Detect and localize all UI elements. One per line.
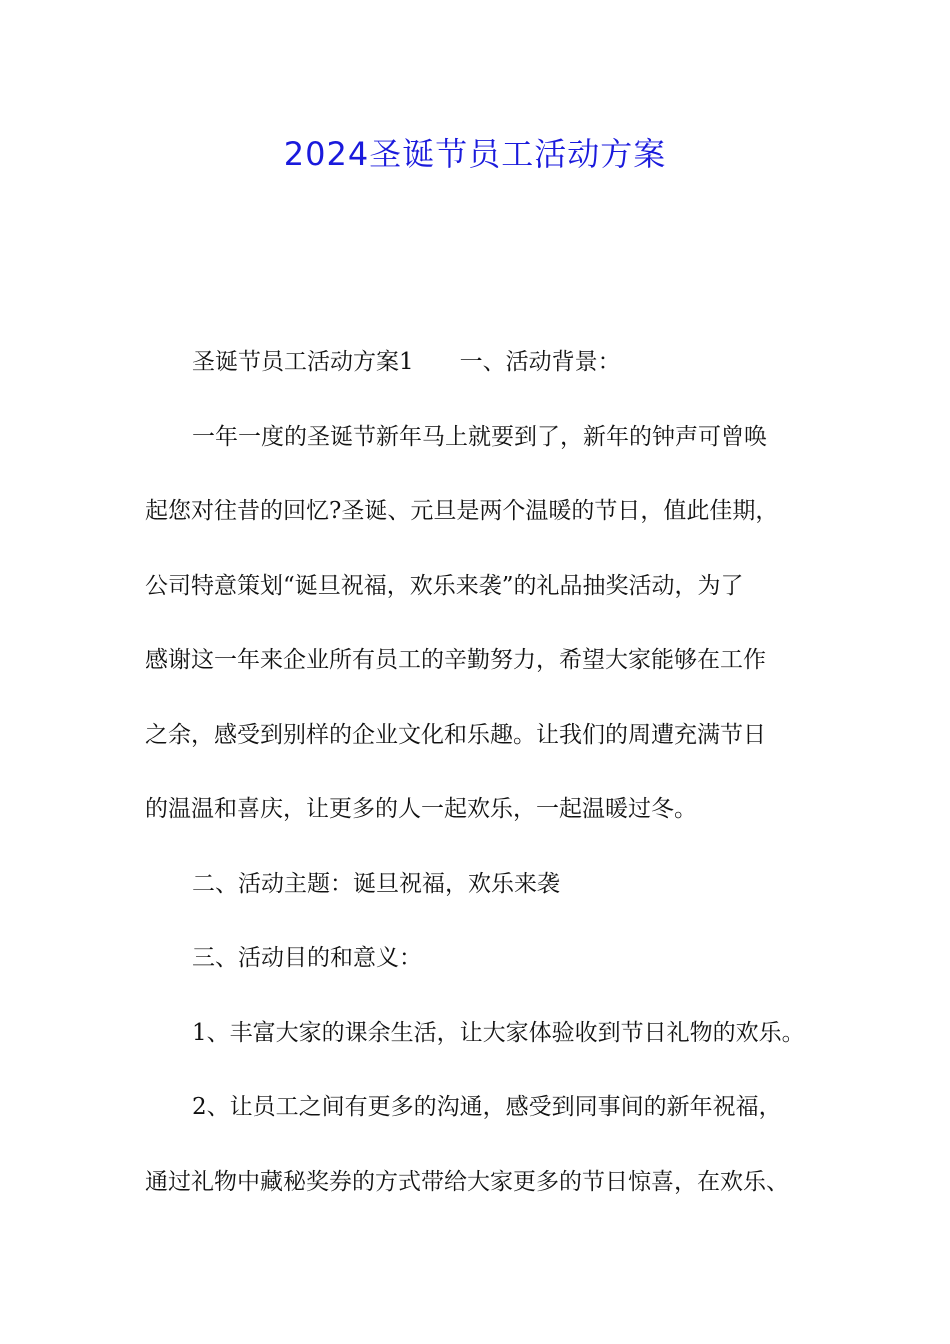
- document-body: [145, 336, 835, 1230]
- paragraph-line: [145, 336, 835, 411]
- paragraph-line: 之余，感受到别样的企业文化和乐趣。让我们的周遭充满节日: [145, 721, 766, 748]
- document-title: 2024圣诞节员工活动方案: [283, 135, 667, 173]
- paragraph-line: 起您对往昔的回忆?圣诞、元旦是两个温暖的节日，值此佳期，: [145, 498, 779, 524]
- section-heading-theme: 二、活动主题：诞旦祝福，欢乐来袭: [192, 870, 560, 897]
- paragraph-line: 一年一度的圣诞节新年马上就要到了，新年的钟声可曾唤: [192, 423, 767, 450]
- paragraph-line: 公司特意策划“诞旦祝福，欢乐来袭”的礼品抽奖活动，为了: [145, 572, 744, 599]
- list-item: 2、让员工之间有更多的沟通，感受到同事间的新年祝福，: [192, 1094, 782, 1120]
- plan-heading: 圣诞节员工活动方案1: [192, 349, 414, 375]
- section-heading-purpose: 三、活动目的和意义：: [192, 945, 422, 971]
- section-heading-background: 一、活动背景：: [459, 349, 621, 375]
- paragraph-line: 通过礼物中藏秘奖券的方式带给大家更多的节日惊喜，在欢乐、: [145, 1168, 789, 1195]
- list-item: 1、丰富大家的课余生活，让大家体验收到节日礼物的欢乐。: [192, 1019, 805, 1046]
- paragraph-line: 感谢这一年来企业所有员工的辛勤努力，希望大家能够在工作: [145, 647, 766, 673]
- paragraph-line: 的温温和喜庆，让更多的人一起欢乐，一起温暖过冬。: [145, 796, 697, 822]
